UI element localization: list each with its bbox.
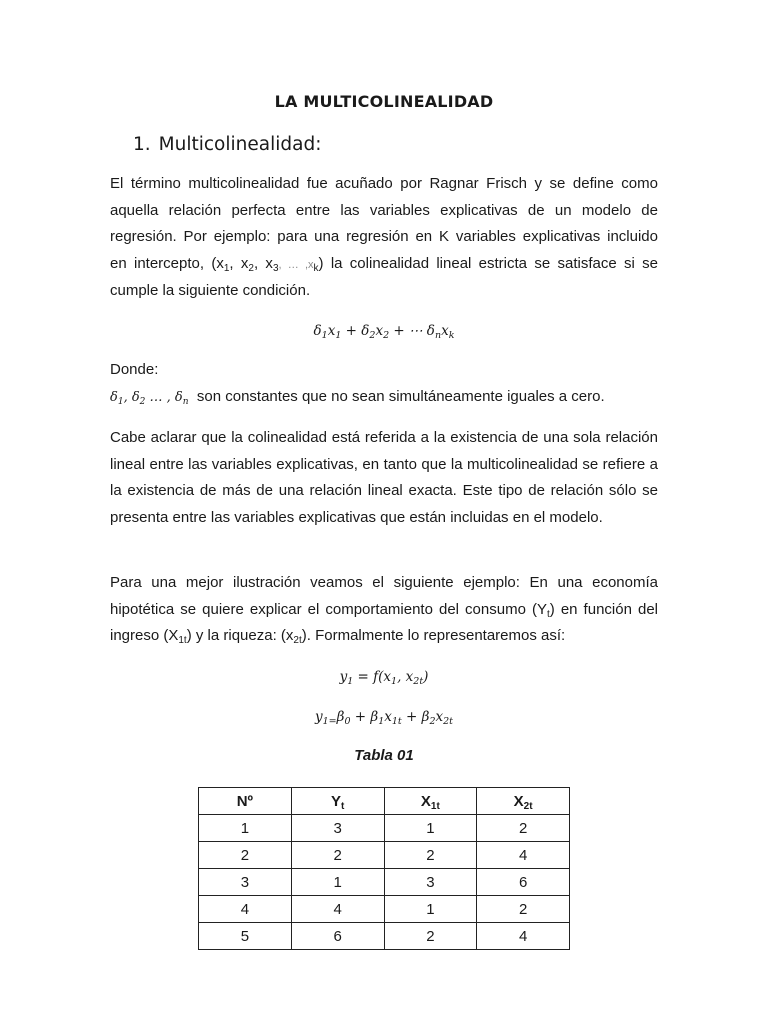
- table-cell: 1: [291, 869, 384, 896]
- donde-label: Donde:: [110, 361, 159, 378]
- table-cell: 4: [199, 896, 292, 923]
- table-cell: 1: [199, 815, 292, 842]
- table-cell: 4: [477, 842, 570, 869]
- example-line: ingreso $(X_{1t})$ y la riqueza: $(x_{2t})$. Formalmente lo representaremos así:: [110, 627, 566, 647]
- table-cell: 3: [384, 869, 477, 896]
- delta-symbols: $\delta_1$, $\delta_2$ … , $\delta_n$: [110, 389, 189, 407]
- table-cell: 2: [477, 896, 570, 923]
- table-cell: 2: [199, 842, 292, 869]
- table-cell: 4: [477, 923, 570, 950]
- table-cell: 2: [384, 923, 477, 950]
- header-cell: $Y_t$: [291, 788, 384, 815]
- donde-line: [110, 384, 658, 412]
- colinealidad-paragraph: [110, 425, 658, 531]
- table-row: [199, 815, 570, 842]
- donde-text: son constantes que no sean simultáneamente iguales a cero.: [196, 387, 605, 405]
- table-cell: 1: [384, 815, 477, 842]
- table-cell: 1: [384, 896, 477, 923]
- table-caption: Tabla 01: [354, 747, 414, 764]
- table-cell: 3: [199, 869, 292, 896]
- table-row: [199, 869, 570, 896]
- table-cell: 6: [477, 869, 570, 896]
- intro-paragraph: [110, 171, 658, 305]
- intro-line: cumple la siguiente condición.: [110, 282, 311, 300]
- intro-line: regresión. Por ejemplo: para una regresión en K variables explicativas incluido: [110, 228, 658, 246]
- data-table: [198, 787, 570, 950]
- table-row: [199, 842, 570, 869]
- equation-condition: $\delta_1x_1 + \delta_2x_2$ + ⋯ $\delta_nx_k$: [313, 323, 455, 341]
- donde-block: [110, 357, 658, 411]
- header-cell: $X_{1t}$: [384, 788, 477, 815]
- example-line: hipotética se quiere explicar el comportamiento del consumo $(Y_t)$ en función del: [110, 600, 658, 620]
- section-number: 1.: [133, 134, 151, 155]
- intro-line-variables: en intercepto, ($x_1$, $x_2$, $x_3$, … $,x_k$) la colinealidad lineal estricta se satisface si se: [110, 254, 658, 274]
- example-paragraph: [110, 570, 658, 650]
- table-cell: 4: [291, 896, 384, 923]
- section-title: Multicolinealidad:: [158, 134, 322, 155]
- intro-line: aquella relación perfecta entre las variables explicativas de un modelo de: [110, 201, 658, 219]
- example-line: Para una mejor ilustración veamos el siguiente ejemplo: En una economía: [110, 574, 658, 591]
- table-cell: 6: [291, 923, 384, 950]
- table-cell: 2: [291, 842, 384, 869]
- header-cell: $X_{2t}$: [477, 788, 570, 815]
- table-header-row: [199, 788, 570, 815]
- equation-regression: $y_{1=}\beta_0 + \beta_1x_{1t} + \beta_2x_{2t}$: [314, 709, 453, 727]
- table-cell: 3: [291, 815, 384, 842]
- table-cell: 2: [477, 815, 570, 842]
- equation-function: $y_1 = f(x_1$, $x_{2t}$): [339, 669, 429, 687]
- paragraph-text: Cabe aclarar que la colinealidad está referida a la existencia de una sola relación lineal entre las variables explicativas, en tanto que la multicolinealidad se refiere a la existencia de más de una relación lineal exacta. Este tipo de relación sólo se presenta entre las variables explicativas que están incluidas en el modelo.: [110, 429, 658, 526]
- table-row: [199, 896, 570, 923]
- document-title: LA MULTICOLINEALIDAD: [274, 92, 494, 111]
- table-row: [199, 923, 570, 950]
- table-cell: 5: [199, 923, 292, 950]
- table-cell: 2: [384, 842, 477, 869]
- section-heading: [133, 134, 321, 155]
- header-cell: Nº: [199, 788, 292, 815]
- intro-line: El término multicolinealidad fue acuñado por Ragnar Frisch y se define como: [110, 175, 658, 192]
